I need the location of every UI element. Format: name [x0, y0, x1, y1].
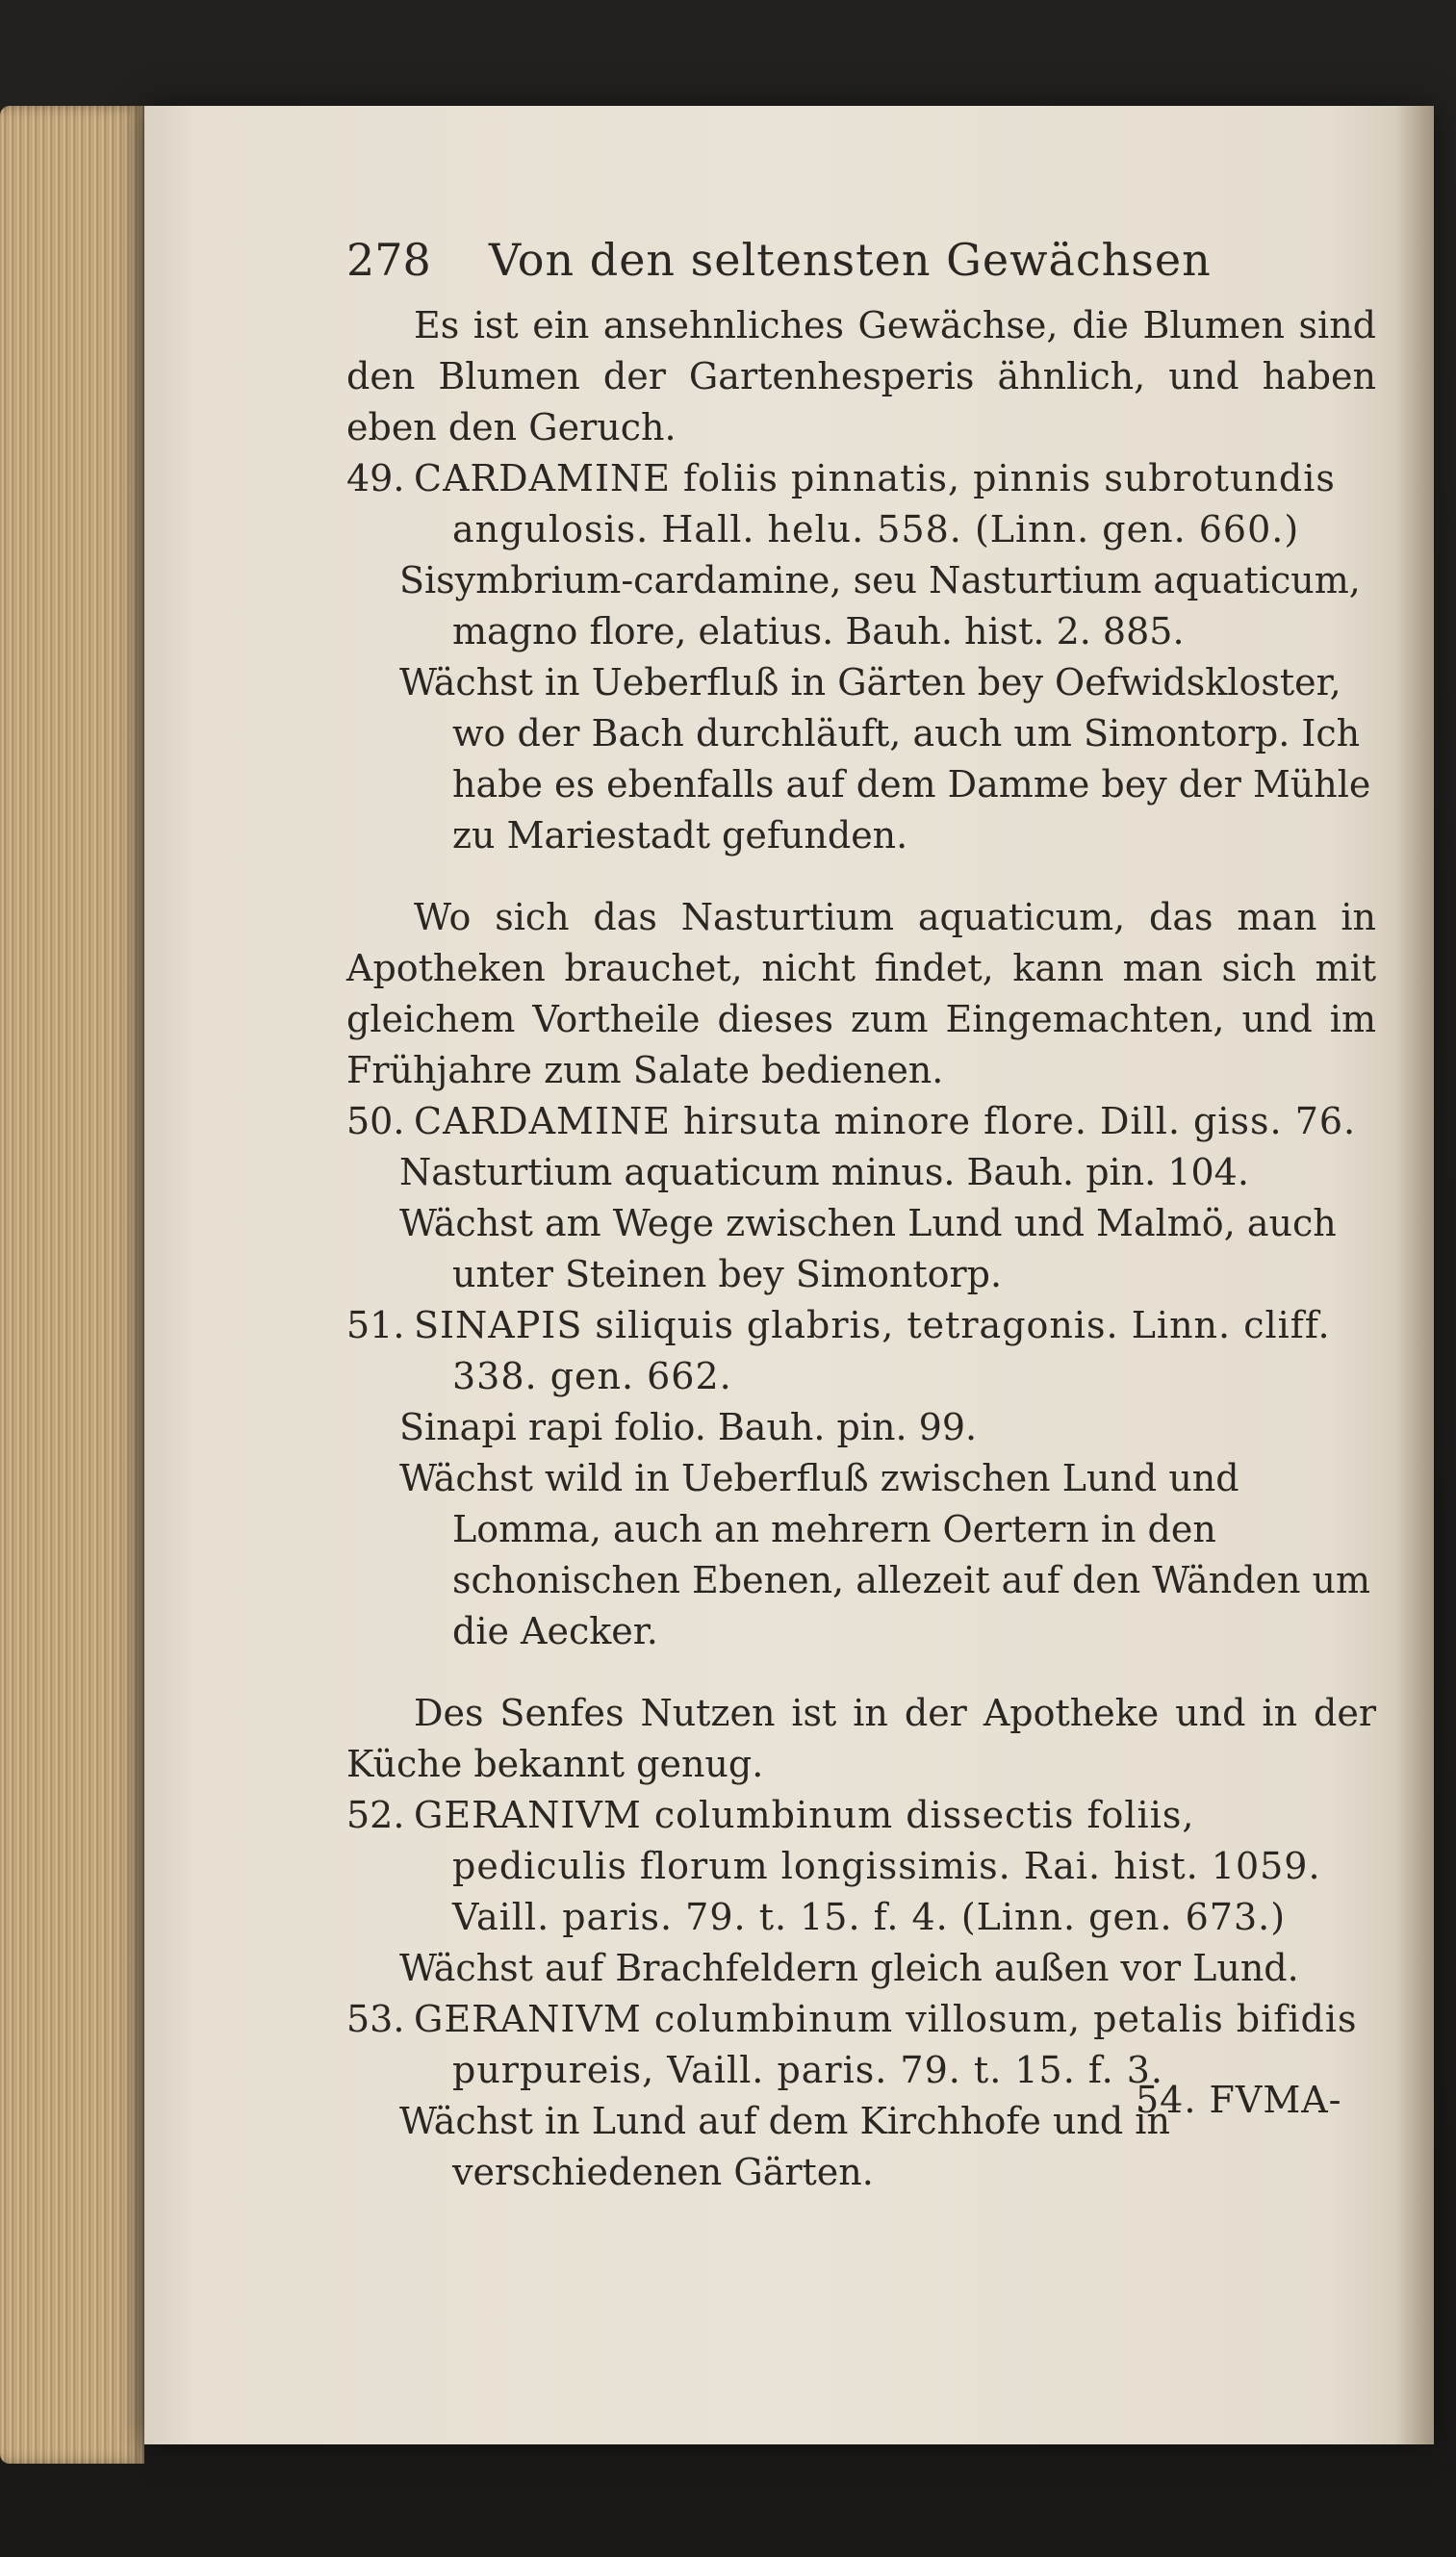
entry-synonym: Sisymbrium-cardamine, seu Nasturtium aquaticum, magno flore, elatius. Bauh. hist. 2. 885.	[399, 559, 1361, 652]
page-text	[202, 231, 1376, 2198]
entry-name: CARDAMINE hirsuta minore flore. Dill. giss. 76.	[414, 1100, 1357, 1142]
entry-51	[346, 1300, 1376, 1657]
entry-heading	[346, 1096, 1376, 1147]
entry-heading	[346, 453, 1376, 555]
note-paragraph: Des Senfes Nutzen ist in der Apotheke und in der Küche bekannt genug.	[346, 1692, 1376, 1785]
entry-heading	[346, 1300, 1376, 1402]
entry-50	[346, 1096, 1376, 1300]
entry-name: GERANIVM columbinum dissectis foliis, pediculis florum longissimis. Rai. hist. 1059. Vaill. paris. 79. t. 15. f. 4. (Linn. gen. 673.)	[414, 1794, 1321, 1938]
entry-name: CARDAMINE foliis pinnatis, pinnis subrotundis angulosis. Hall. helu. 558. (Linn. gen. 660.)	[414, 457, 1336, 550]
catchword: 54. FVMA-	[1136, 2079, 1342, 2121]
entry-habitat: Wächst am Wege zwischen Lund und Malmö, auch unter Steinen bey Simontorp.	[399, 1202, 1337, 1295]
entry-number: 49.	[346, 457, 405, 499]
entry-synonym: Nasturtium aquaticum minus. Bauh. pin. 104.	[399, 1151, 1249, 1193]
note-paragraph: Wo sich das Nasturtium aquaticum, das man in Apotheken brauchet, nicht findet, kann man sich mit gleichem Vortheile dieses zum Eingemachten, und im Frühjahre zum Salate bedienen.	[346, 896, 1376, 1091]
entry-synonym: Sinapi rapi folio. Bauh. pin. 99.	[399, 1406, 978, 1448]
entry-number: 52.	[346, 1794, 405, 1836]
intro-paragraph: Es ist ein ansehnliches Gewächse, die Blumen sind den Blumen der Gartenhesperis ähnlich, und haben eben den Geruch.	[346, 304, 1376, 448]
entry-name: GERANIVM columbinum villosum, petalis bifidis purpureis, Vaill. paris. 79. t. 15. f. 3.	[414, 1998, 1358, 2091]
running-head	[346, 231, 1376, 289]
entry-52	[346, 1790, 1376, 1994]
entry-number: 50.	[346, 1100, 405, 1142]
running-title: Von den seltensten Gewächsen	[488, 234, 1212, 286]
entry-heading	[346, 1790, 1376, 1943]
entry-habitat: Wächst wild in Ueberfluß zwischen Lund und Lomma, auch an mehrern Oertern in den schonischen Ebenen, allezeit auf den Wänden um die Aecker.	[399, 1457, 1371, 1652]
entry-name: SINAPIS siliquis glabris, tetragonis. Linn. cliff. 338. gen. 662.	[414, 1304, 1331, 1397]
page-gutter-shadow	[1395, 106, 1434, 2444]
entry-number: 51.	[346, 1304, 405, 1346]
entry-habitat: Wächst in Ueberfluß in Gärten bey Oefwidskloster, wo der Bach durchläuft, auch um Simontorp. Ich habe es ebenfalls auf dem Damme bey der Mühle zu Mariestadt gefunden.	[399, 661, 1371, 857]
entry-habitat: Wächst in Lund auf dem Kirchhofe und in verschiedenen Gärten.	[399, 2100, 1170, 2193]
page-number: 278	[346, 234, 431, 286]
entry-habitat: Wächst auf Brachfeldern gleich außen vor Lund.	[399, 1947, 1299, 1989]
page-edges	[0, 106, 144, 2464]
entry-number: 53.	[346, 1998, 405, 2040]
entry-49	[346, 453, 1376, 861]
